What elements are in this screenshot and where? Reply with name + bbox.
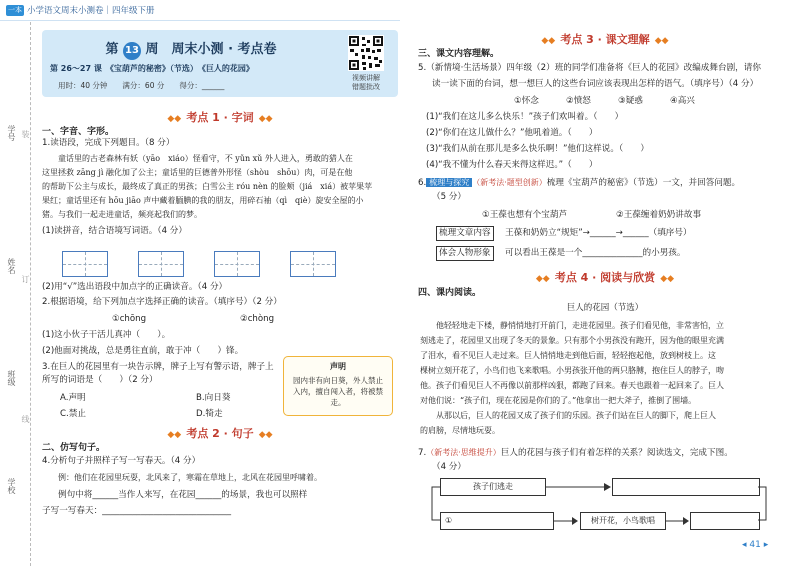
quiz-meta: 用时：40 分钟 满分：60 分 得分：______ bbox=[58, 81, 225, 90]
kp2-heading: ◆◆ 考点 2 · 句子 ◆◆ bbox=[167, 427, 273, 440]
q5-item-1: (1)“我们在这儿多么快乐！”孩子们欢叫着。（ ） bbox=[426, 112, 624, 122]
answer-box-2[interactable] bbox=[138, 251, 184, 277]
cut-mark-1: 装 bbox=[21, 130, 30, 138]
q6-score: （5 分） bbox=[432, 192, 466, 202]
reading-passage: 他轻轻地走下楼，静悄悄地打开前门，走进花园里。孩子们看见他，非常害怕，立 刻逃走了，花园里又出现了冬天的景象。只有那个小男孩没有跑开，因为他的眼里充满 了泪水，看不见巨人走过来。巨人悄悄地走到他后面，轻轻抱起他，放到树枝上。这 棵树立刻开花了，小鸟们也飞来歌唱。小男孩张开他的两只胳膊，抱住巨人的脖子，吻 他。孩子们看见巨人不再像以前那样凶狠，都跑了回来。春天也跟着一起回来了。巨人 对他们说：“孩子们，现在花园是你们的了。”他拿出一把大斧子，推倒了围墙。 从那以后，巨人的花园又成了孩子们的乐园。孩子们站在巨人的脚下，爬上巨人 的肩膀，尽情地玩耍。 bbox=[420, 321, 724, 435]
question-2b: (2)他面对挑战，总是勇往直前，敢于冲（ ）锋。 bbox=[42, 346, 244, 356]
q6-row1-label: 梳理文章内容 bbox=[436, 226, 494, 241]
label-school: 学校 bbox=[7, 478, 16, 494]
q3-option-a[interactable]: A.声明 bbox=[60, 393, 86, 403]
quiz-banner bbox=[42, 30, 398, 97]
notice-title: 声明 bbox=[330, 362, 346, 371]
notice-body: 园内非有向日葵，外人禁止入内，擅自闯入者，将被禁走。 bbox=[293, 376, 383, 407]
flow-arrow-bottom-2 bbox=[664, 512, 690, 530]
flow-box-top-1: 孩子们逃走 bbox=[440, 478, 546, 496]
label-name: 姓名 bbox=[7, 258, 16, 274]
answer-box-1[interactable] bbox=[62, 251, 108, 277]
q5-item-4: (4)“我不懂为什么春天来得这样迟。”（ ） bbox=[426, 160, 598, 170]
flow-box-bottom-3[interactable] bbox=[690, 512, 760, 530]
flow-box-bottom-1[interactable]: ① bbox=[440, 512, 554, 530]
q7-score: （4 分） bbox=[432, 462, 466, 472]
book-title: 小学语文周末小测卷｜四年级下册 bbox=[27, 6, 155, 16]
q5-item-2: (2)“你们在这儿做什么？”他吼着道。（ ） bbox=[426, 128, 598, 138]
q6-row2-label: 体会人物形象 bbox=[436, 246, 494, 261]
label-student-id: 学号 bbox=[7, 125, 16, 141]
flow-box-top-2[interactable] bbox=[612, 478, 760, 496]
q5-option-3: ③疑惑 bbox=[618, 96, 643, 106]
section-3-title: 三、课文内容理解。 bbox=[418, 49, 500, 59]
kp3-heading: ◆◆ 考点 3 · 课文理解 ◆◆ bbox=[541, 33, 669, 46]
flow-box-bottom-2: 树开花，小鸟歌唱 bbox=[580, 512, 666, 530]
quiz-title: 第 13 周 周末小测 · 考点卷 bbox=[42, 38, 340, 60]
question-1b: (2)用“√”选出语段中加点字的正确读音。（4 分） bbox=[42, 282, 228, 292]
week-number-badge: 13 bbox=[123, 42, 141, 60]
answer-box-3[interactable] bbox=[214, 251, 260, 277]
question-6: 6. 梳理与探究 （新考法·题型创新）梳理《宝葫芦的秘密》（节选）一文，并回答问题。 bbox=[418, 178, 741, 188]
q5-option-2: ②愤怒 bbox=[566, 96, 591, 106]
section-2-title: 二、仿写句子。 bbox=[42, 443, 106, 453]
q2-option-1: ①chōng bbox=[112, 314, 147, 324]
q5-option-1: ①怀念 bbox=[514, 96, 539, 106]
question-3: 3.在巨人的花园里有一块告示牌，牌子上写有警示语，牌子上所写的词语是（ ）（2 分） bbox=[42, 362, 274, 385]
answer-box-4[interactable] bbox=[290, 251, 336, 277]
question-5: 5.（新情境·生活场景）四年级（2）班的同学们准备将《巨人的花园》改编成舞台剧，请你 bbox=[418, 63, 761, 73]
q6-option-1: ①王葆也想有个宝葫芦 bbox=[482, 210, 568, 220]
question-1a: (1)读拼音，结合语境写词语。（4 分） bbox=[42, 226, 187, 236]
passage-1: 童话里的古老森林有妖（yāo xiáo）怪看守，不 yǔn xǔ 外人进入，勇敢的猎人在 这里拯救 zāng jì 融化加了公主；童话里的巨德普外形怪（shòu shōu）肉，可是在他 的帮助下公主与成长，最终成了真正的男孩；白雪公主 róu nèn 的脸颊（jiá xiá）被苹果苹 果红；童话里还有 hōu jiāo 声中藏着腼腆的我的朋友，用碎石袖（qì qiè）旋安全屋的小 猪。与我们一起走进童话，频亮起我们的梦。 bbox=[42, 154, 373, 219]
cut-mark-3: 线 bbox=[21, 415, 30, 423]
page-number: ◂ 41 ▸ bbox=[742, 540, 769, 550]
question-2a: (1)这小伙子干活儿真冲（ ）。 bbox=[42, 330, 171, 340]
section-4-title: 四、课内阅读。 bbox=[418, 288, 482, 298]
label-class: 班级 bbox=[7, 370, 16, 386]
q4-example: 例：他们在花园里玩耍，北风来了，寒霜在草地上，北风在花园里呼啸着。 bbox=[58, 473, 322, 482]
flow-arrow-bottom-1 bbox=[553, 512, 579, 530]
reading-title: 巨人的花园（节选） bbox=[566, 303, 644, 313]
question-7: 7.（新考法·思维提升）巨人的花园与孩子们有着怎样的关系？阅读选文，完成下图。 bbox=[418, 448, 733, 458]
cut-mark-2: 订 bbox=[21, 275, 30, 283]
notice-board bbox=[283, 356, 393, 416]
brand-badge: 一本 bbox=[8, 6, 22, 14]
q3-option-b[interactable]: B.向日葵 bbox=[196, 393, 231, 403]
question-5b: 读一读下面的台词，想一想巨人的这些台词应该表现出怎样的语气。（填序号）（4 分） bbox=[432, 79, 759, 89]
q6-row1-content: 王葆和奶奶立“规矩”→______→______（填序号） bbox=[505, 228, 692, 238]
q6-row2-content: 可以看出王葆是一个______________的小男孩。 bbox=[505, 248, 686, 258]
question-4: 4.分析句子并照样子写一写春天。（4 分） bbox=[42, 456, 201, 466]
header-rule bbox=[0, 20, 400, 21]
flow-arrow-top bbox=[544, 478, 612, 496]
q3-option-d[interactable]: D.犄走 bbox=[196, 409, 223, 419]
question-2: 2.根据语境，给下列加点字选择正确的读音。（填序号）（2 分） bbox=[42, 297, 282, 307]
question-1: 1.读语段，完成下列题目。（8 分） bbox=[42, 138, 175, 148]
quiz-lessons: 第 26～27 课 《宝葫芦的秘密》（节选） 《巨人的花园》 bbox=[50, 64, 254, 73]
q4-line-1: 例句中将______当作人来写，在花园______的场景，我也可以照样 bbox=[58, 490, 308, 500]
q5-item-3: (3)“我们从前在那儿是多么快乐啊！”他们这样说。（ ） bbox=[426, 144, 650, 154]
q2-option-2: ②chòng bbox=[240, 314, 275, 324]
q4-line-2: 子写一写春天：______________________________ bbox=[42, 506, 232, 516]
section-1-title: 一、字音、字形。 bbox=[42, 127, 115, 137]
kp4-heading: ◆◆ 考点 4 · 阅读与欣赏 ◆◆ bbox=[535, 271, 675, 284]
q5-option-4: ④高兴 bbox=[670, 96, 695, 106]
page-header bbox=[0, 0, 800, 22]
qr-code[interactable] bbox=[348, 35, 384, 71]
q6-option-2: ②王葆缠着奶奶讲故事 bbox=[616, 210, 702, 220]
qr-label: 视频讲解 错题批改 bbox=[352, 74, 380, 91]
kp1-heading: ◆◆ 考点 1 · 字词 ◆◆ bbox=[167, 111, 273, 124]
q3-option-c[interactable]: C.禁止 bbox=[60, 409, 86, 419]
